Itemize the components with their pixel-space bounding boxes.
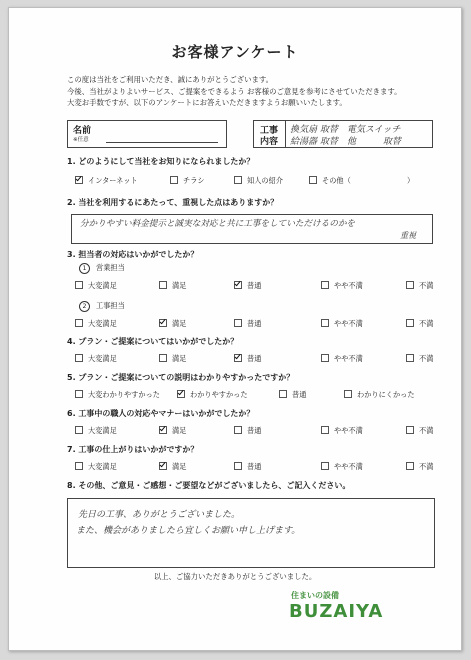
- q3-construction-option[interactable]: [321, 319, 363, 329]
- q5-option-unclear[interactable]: わかりにくかった: [344, 390, 415, 400]
- q3-sales-option[interactable]: [75, 281, 117, 291]
- q8-comment-line1: 先日の工事、ありがとうございました。: [78, 510, 241, 520]
- checkbox[interactable]: [406, 281, 414, 289]
- checkbox[interactable]: [279, 390, 287, 398]
- checkbox[interactable]: [321, 354, 329, 362]
- q6-option[interactable]: [234, 426, 261, 436]
- checkbox[interactable]: [321, 426, 329, 434]
- q7-option-label: やや不満: [334, 462, 363, 471]
- checkbox-checked[interactable]: [234, 281, 242, 289]
- checkbox[interactable]: [159, 281, 167, 289]
- divider: [285, 121, 286, 147]
- q4-option-label: 普通: [247, 354, 262, 363]
- name-label: 名前: [73, 126, 92, 136]
- checkbox[interactable]: [234, 426, 242, 434]
- q3-construction-option[interactable]: [75, 319, 117, 329]
- q7-option-label: 不満: [419, 462, 434, 471]
- q4-option[interactable]: [321, 354, 363, 364]
- circled-number: 2: [79, 301, 90, 312]
- q4-option-label: 満足: [172, 354, 187, 363]
- checkbox[interactable]: [321, 281, 329, 289]
- q4-option[interactable]: [234, 354, 261, 364]
- name-field[interactable]: [106, 142, 218, 143]
- q6-option[interactable]: [75, 426, 117, 436]
- q6-option[interactable]: [321, 426, 363, 436]
- checkbox[interactable]: [406, 319, 414, 327]
- questionnaire-sheet: [8, 7, 462, 651]
- q2-answer-line1: 分かりやすい料金提示と誠実な対応と共に工事をしていただけるのかを: [80, 219, 356, 229]
- q6-option-label: 普通: [247, 426, 262, 435]
- circled-number: 1: [79, 263, 90, 274]
- thanks-text: 以上、ご協力いただきありがとうございました。: [153, 572, 317, 581]
- checkbox[interactable]: [234, 176, 242, 184]
- q3-construction-option-label: 満足: [172, 319, 187, 328]
- work-content-line1: 換気扇 取替 電気スイッチ: [290, 125, 401, 135]
- checkbox[interactable]: [75, 390, 83, 398]
- checkbox[interactable]: [159, 354, 167, 362]
- intro-line: 今後、当社がよりよいサービス、ご提案をできるよう お客様のご意見を参考にさせていただきます。: [67, 86, 402, 96]
- q1-option-referral[interactable]: 知人の紹介: [234, 176, 283, 186]
- work-label-line2: 内容: [260, 137, 279, 147]
- q3-sales-option-label: 不満: [419, 281, 434, 290]
- intro-line: 大変お手数ですが、以下のアンケートにお答えいただきますようお願いいたします。: [67, 98, 347, 107]
- logo-name: BUZAIYA: [289, 601, 384, 622]
- checkbox-checked[interactable]: [159, 462, 167, 470]
- q7-option[interactable]: [75, 462, 117, 472]
- q4-option-label: 不満: [419, 354, 434, 363]
- question-5: 5. プラン・ご提案についての説明はわかりやすかったですか？: [67, 373, 295, 382]
- checkbox[interactable]: [321, 319, 329, 327]
- q7-option-label: 大変満足: [88, 462, 117, 471]
- intro-text: [67, 74, 402, 109]
- q3-sales-option-label: 大変満足: [88, 281, 117, 290]
- intro-line: この度は当社をご利用いただき、誠にありがとうございます。: [67, 75, 274, 84]
- q6-option-label: 大変満足: [88, 426, 117, 435]
- q6-option[interactable]: [159, 426, 186, 436]
- q3-sales-option-label: やや不満: [334, 281, 363, 290]
- checkbox[interactable]: [234, 319, 242, 327]
- q6-option[interactable]: [406, 426, 433, 436]
- q3-sales-option[interactable]: [406, 281, 433, 291]
- q3-sub1-label: 1 営業担当: [79, 263, 125, 274]
- q4-option[interactable]: [75, 354, 117, 364]
- q3-construction-option-label: やや不満: [334, 319, 363, 328]
- q1-option-internet[interactable]: インターネット: [75, 176, 138, 186]
- q1-option-other[interactable]: その他（: [309, 176, 351, 186]
- work-label-line1: 工事: [260, 126, 279, 136]
- question-2: 2. 当社を利用するにあたって、重視した点はありますか？: [67, 198, 279, 207]
- checkbox[interactable]: [406, 354, 414, 362]
- q7-option[interactable]: [159, 462, 186, 472]
- q5-option-normal[interactable]: 普通: [279, 390, 306, 400]
- checkbox[interactable]: [75, 462, 83, 470]
- checkbox-checked[interactable]: [159, 319, 167, 327]
- q2-answer-line2: 重視: [400, 231, 416, 240]
- question-8: 8. その他、ご意見・ご感想・ご要望などがございましたら、ご記入ください。: [67, 481, 351, 490]
- question-3: 3. 担当者の対応はいかがでしたか？: [67, 250, 199, 259]
- q4-option-label: やや不満: [334, 354, 363, 363]
- checkbox[interactable]: [321, 462, 329, 470]
- checkbox-checked[interactable]: [159, 426, 167, 434]
- q3-construction-option-label: 不満: [419, 319, 434, 328]
- checkbox[interactable]: [234, 462, 242, 470]
- question-1: 1. どのようにして当社をお知りになられましたか？: [67, 157, 255, 166]
- checkbox[interactable]: [75, 319, 83, 327]
- checkbox-checked[interactable]: [75, 176, 83, 184]
- checkbox-checked[interactable]: [234, 354, 242, 362]
- q1-option-flyer[interactable]: チラシ: [170, 176, 205, 186]
- q3-construction-option[interactable]: [406, 319, 433, 329]
- q3-sales-option[interactable]: [321, 281, 363, 291]
- q6-option-label: 満足: [172, 426, 187, 435]
- checkbox[interactable]: [344, 390, 352, 398]
- work-content-box: [253, 120, 433, 148]
- q1-close-paren: ）: [407, 176, 415, 185]
- checkbox[interactable]: [309, 176, 317, 184]
- name-box: [67, 120, 227, 148]
- q7-option[interactable]: [406, 462, 433, 472]
- q6-option-label: やや不満: [334, 426, 363, 435]
- q3-sales-option[interactable]: [234, 281, 261, 291]
- q7-option-label: 満足: [172, 462, 187, 471]
- q3-sub2-label: 2 工事担当: [79, 301, 125, 312]
- question-7: 7. 工事の仕上がりはいかがですか？: [67, 445, 199, 454]
- q7-option-label: 普通: [247, 462, 262, 471]
- q8-comment-line2: また、機会がありましたら宜しくお願い申し上げます。: [76, 526, 301, 536]
- work-content-line2: 給湯器 取替 他 取替: [290, 137, 401, 147]
- q3-sales-option[interactable]: [159, 281, 186, 291]
- q3-construction-option[interactable]: [234, 319, 261, 329]
- q3-sales-option-label: 満足: [172, 281, 187, 290]
- q4-option[interactable]: [159, 354, 186, 364]
- q5-option-clear[interactable]: わかりやすかった: [177, 390, 248, 400]
- q4-option[interactable]: [406, 354, 433, 364]
- q4-option-label: 大変満足: [88, 354, 117, 363]
- name-optional-note: ※任意: [73, 137, 89, 143]
- checkbox[interactable]: [75, 281, 83, 289]
- buzaiya-logo: [289, 590, 419, 630]
- q3-sales-option-label: 普通: [247, 281, 262, 290]
- checkbox[interactable]: [406, 426, 414, 434]
- q3-construction-option-label: 普通: [247, 319, 262, 328]
- question-6: 6. 工事中の職人の対応やマナーはいかがでしたか？: [67, 409, 255, 418]
- q3-construction-option-label: 大変満足: [88, 319, 117, 328]
- q6-option-label: 不満: [419, 426, 434, 435]
- q8-comment-box[interactable]: [67, 498, 435, 568]
- q2-answer-box[interactable]: [71, 214, 433, 244]
- page-title: お客様アンケート: [171, 43, 299, 61]
- checkbox[interactable]: [75, 354, 83, 362]
- checkbox[interactable]: [406, 462, 414, 470]
- q3-construction-option[interactable]: [159, 319, 186, 329]
- q7-option[interactable]: [321, 462, 363, 472]
- question-4: 4. プラン・ご提案についてはいかがでしたか？: [67, 337, 239, 346]
- checkbox-checked[interactable]: [177, 390, 185, 398]
- q7-option[interactable]: [234, 462, 261, 472]
- checkbox[interactable]: [170, 176, 178, 184]
- logo-tagline: 住まいの設備: [291, 591, 339, 600]
- q5-option-very-clear[interactable]: 大変わかりやすかった: [75, 390, 160, 400]
- checkbox[interactable]: [75, 426, 83, 434]
